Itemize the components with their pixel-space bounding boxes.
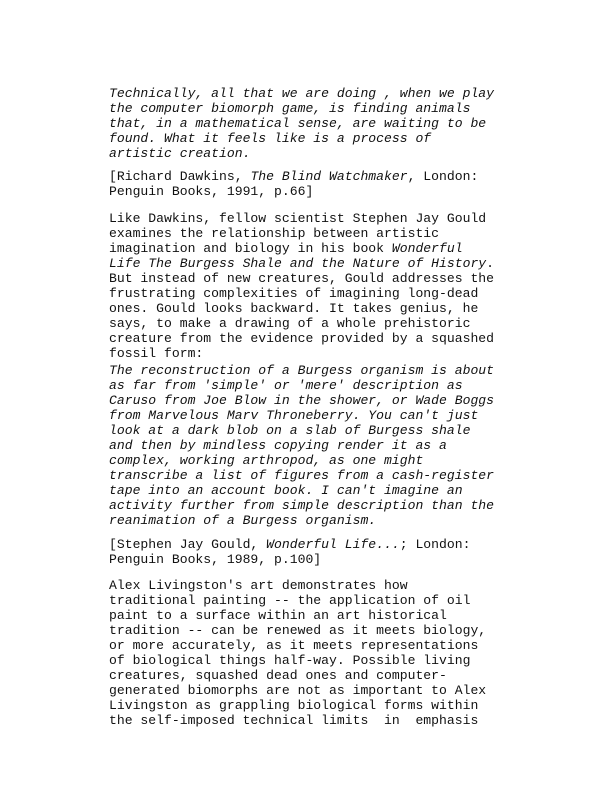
text-line — [109, 498, 509, 513]
text-run: paint to a surface within an art historical — [109, 608, 447, 623]
text-line — [109, 483, 509, 498]
text-line — [109, 256, 509, 271]
text-line — [109, 316, 509, 331]
text-run: Livingston as grappling biological forms within — [109, 698, 479, 713]
text-run: , London: — [407, 169, 479, 184]
text-run: reanimation of a Burgess organism. — [109, 513, 377, 528]
text-line — [109, 86, 509, 101]
text-run: ones. Gould looks backward. It takes genius, he — [109, 301, 479, 316]
italic-title-run: Life The Burgess Shale and the Nature of History — [109, 256, 487, 271]
text-run: that, in a mathematical sense, are waiting to be — [109, 116, 487, 131]
text-run: . — [486, 256, 495, 271]
text-line — [109, 393, 509, 408]
text-run: imagination and biology in his book — [109, 241, 392, 256]
paragraph-livingston — [109, 578, 509, 728]
text-run: Penguin Books, 1991, p.66] — [109, 184, 314, 199]
text-run: frustrating complexities of imagining long-dead — [109, 286, 479, 301]
text-line — [109, 423, 509, 438]
text-line — [109, 331, 509, 346]
text-run: examines the relationship between artistic — [109, 226, 440, 241]
text-run: [Stephen Jay Gould, — [109, 537, 267, 552]
text-line — [109, 271, 509, 286]
text-line — [109, 668, 509, 683]
text-line — [109, 146, 509, 161]
text-line — [109, 226, 509, 241]
text-line — [109, 241, 509, 256]
text-run: generated biomorphs are not as important to Alex — [109, 683, 487, 698]
text-line — [109, 286, 509, 301]
text-line — [109, 623, 509, 638]
text-line — [109, 169, 509, 184]
text-line — [109, 101, 509, 116]
text-run: ; London: — [399, 537, 471, 552]
text-run: and then by mindless copying render it as a — [109, 438, 447, 453]
text-line — [109, 378, 509, 393]
text-line — [109, 683, 509, 698]
text-run: the self-imposed technical limits in emphasis — [109, 713, 479, 728]
citation-dawkins — [109, 169, 509, 199]
text-run: The reconstruction of a Burgess organism is about — [109, 363, 495, 378]
text-line — [109, 698, 509, 713]
paragraph-gould — [109, 211, 509, 361]
text-line — [109, 537, 509, 552]
text-run: traditional painting -- the application of oil — [109, 593, 471, 608]
block-quote-dawkins — [109, 86, 509, 161]
text-run: tape into an account book. I can't imagine an — [109, 483, 463, 498]
text-run: creature from the evidence provided by a squashed — [109, 331, 495, 346]
text-line — [109, 363, 509, 378]
text-run: of biological things half-way. Possible living — [109, 653, 471, 668]
text-run: the computer biomorph game, is finding animals — [109, 101, 471, 116]
text-line — [109, 131, 509, 146]
text-line — [109, 211, 509, 226]
text-line — [109, 346, 509, 361]
text-run: says, to make a drawing of a whole prehistoric — [109, 316, 471, 331]
text-line — [109, 713, 509, 728]
text-line — [109, 638, 509, 653]
text-line — [109, 116, 509, 131]
text-run: creatures, squashed dead ones and computer- — [109, 668, 447, 683]
text-run: from Marvelous Marv Throneberry. You can't just — [109, 408, 479, 423]
text-run: as far from 'simple' or 'mere' description as — [109, 378, 463, 393]
text-run: complex, working arthropod, as one might — [109, 453, 424, 468]
text-line — [109, 301, 509, 316]
text-run: artistic creation. — [109, 146, 251, 161]
text-run: But instead of new creatures, Gould addresses the — [109, 271, 495, 286]
text-line — [109, 578, 509, 593]
text-run: Alex Livingston's art demonstrates how — [109, 578, 408, 593]
text-run: Caruso from Joe Blow in the shower, or Wade Boggs — [109, 393, 495, 408]
text-line — [109, 184, 509, 199]
text-line — [109, 408, 509, 423]
text-run: activity further from simple description than the — [109, 498, 495, 513]
text-run: transcribe a list of figures from a cash-register — [109, 468, 495, 483]
text-line — [109, 608, 509, 623]
text-run: Technically, all that we are doing , when we play — [109, 86, 495, 101]
text-run: Penguin Books, 1989, p.100] — [109, 552, 322, 567]
text-line — [109, 593, 509, 608]
text-run: Like Dawkins, fellow scientist Stephen Jay Gould — [109, 211, 487, 226]
citation-gould — [109, 537, 509, 567]
italic-title-run: The Blind Watchmaker — [250, 169, 408, 184]
block-quote-gould — [109, 363, 509, 528]
text-run: fossil form: — [109, 346, 204, 361]
text-line — [109, 653, 509, 668]
text-line — [109, 453, 509, 468]
text-line — [109, 513, 509, 528]
italic-title-run: Wonderful — [391, 241, 463, 256]
text-run: or more accurately, as it meets representations — [109, 638, 479, 653]
text-run: look at a dark blob on a slab of Burgess shale — [109, 423, 471, 438]
text-line — [109, 468, 509, 483]
italic-title-run: Wonderful Life... — [266, 537, 400, 552]
text-line — [109, 552, 509, 567]
text-line — [109, 438, 509, 453]
text-run: found. What it feels like is a process of — [109, 131, 432, 146]
text-run: [Richard Dawkins, — [109, 169, 251, 184]
text-run: tradition -- can be renewed as it meets biology, — [109, 623, 487, 638]
